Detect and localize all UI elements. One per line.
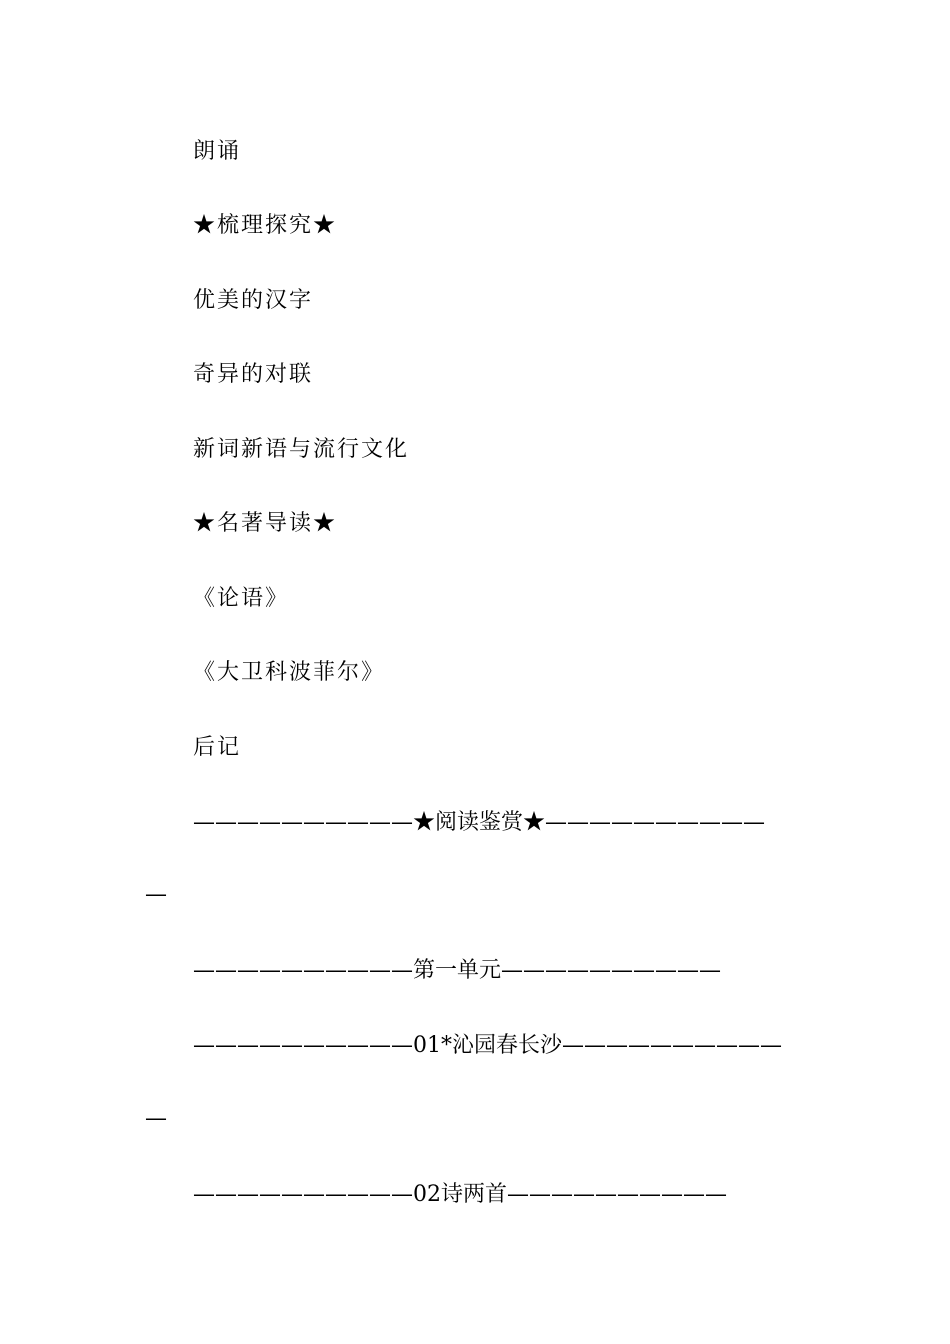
section-heading-review-exploration: ★梳理探究★ <box>193 213 338 238</box>
divider-unit-one: ——————————第一单元—————————— <box>193 958 722 983</box>
toc-item-beautiful-chinese-characters: 优美的汉字 <box>193 288 314 313</box>
divider-lesson-02: ——————————02诗两首—————————— <box>193 1182 727 1207</box>
toc-item-recitation: 朗诵 <box>193 139 242 164</box>
divider-wrap-dash: — <box>145 882 167 907</box>
divider-lesson-01: ——————————01*沁园春长沙—————————— <box>193 1033 782 1058</box>
divider-wrap-dash-2: — <box>145 1106 167 1131</box>
section-heading-classics-reading: ★名著导读★ <box>193 511 338 536</box>
toc-item-couplets: 奇异的对联 <box>193 362 314 387</box>
toc-item-new-words-pop-culture: 新词新语与流行文化 <box>193 437 410 462</box>
toc-item-david-copperfield: 《大卫科波菲尔》 <box>193 660 386 685</box>
divider-reading-appreciation: ——————————★阅读鉴赏★—————————— <box>193 810 766 835</box>
toc-item-postscript: 后记 <box>193 735 242 760</box>
toc-item-analects: 《论语》 <box>193 586 290 611</box>
